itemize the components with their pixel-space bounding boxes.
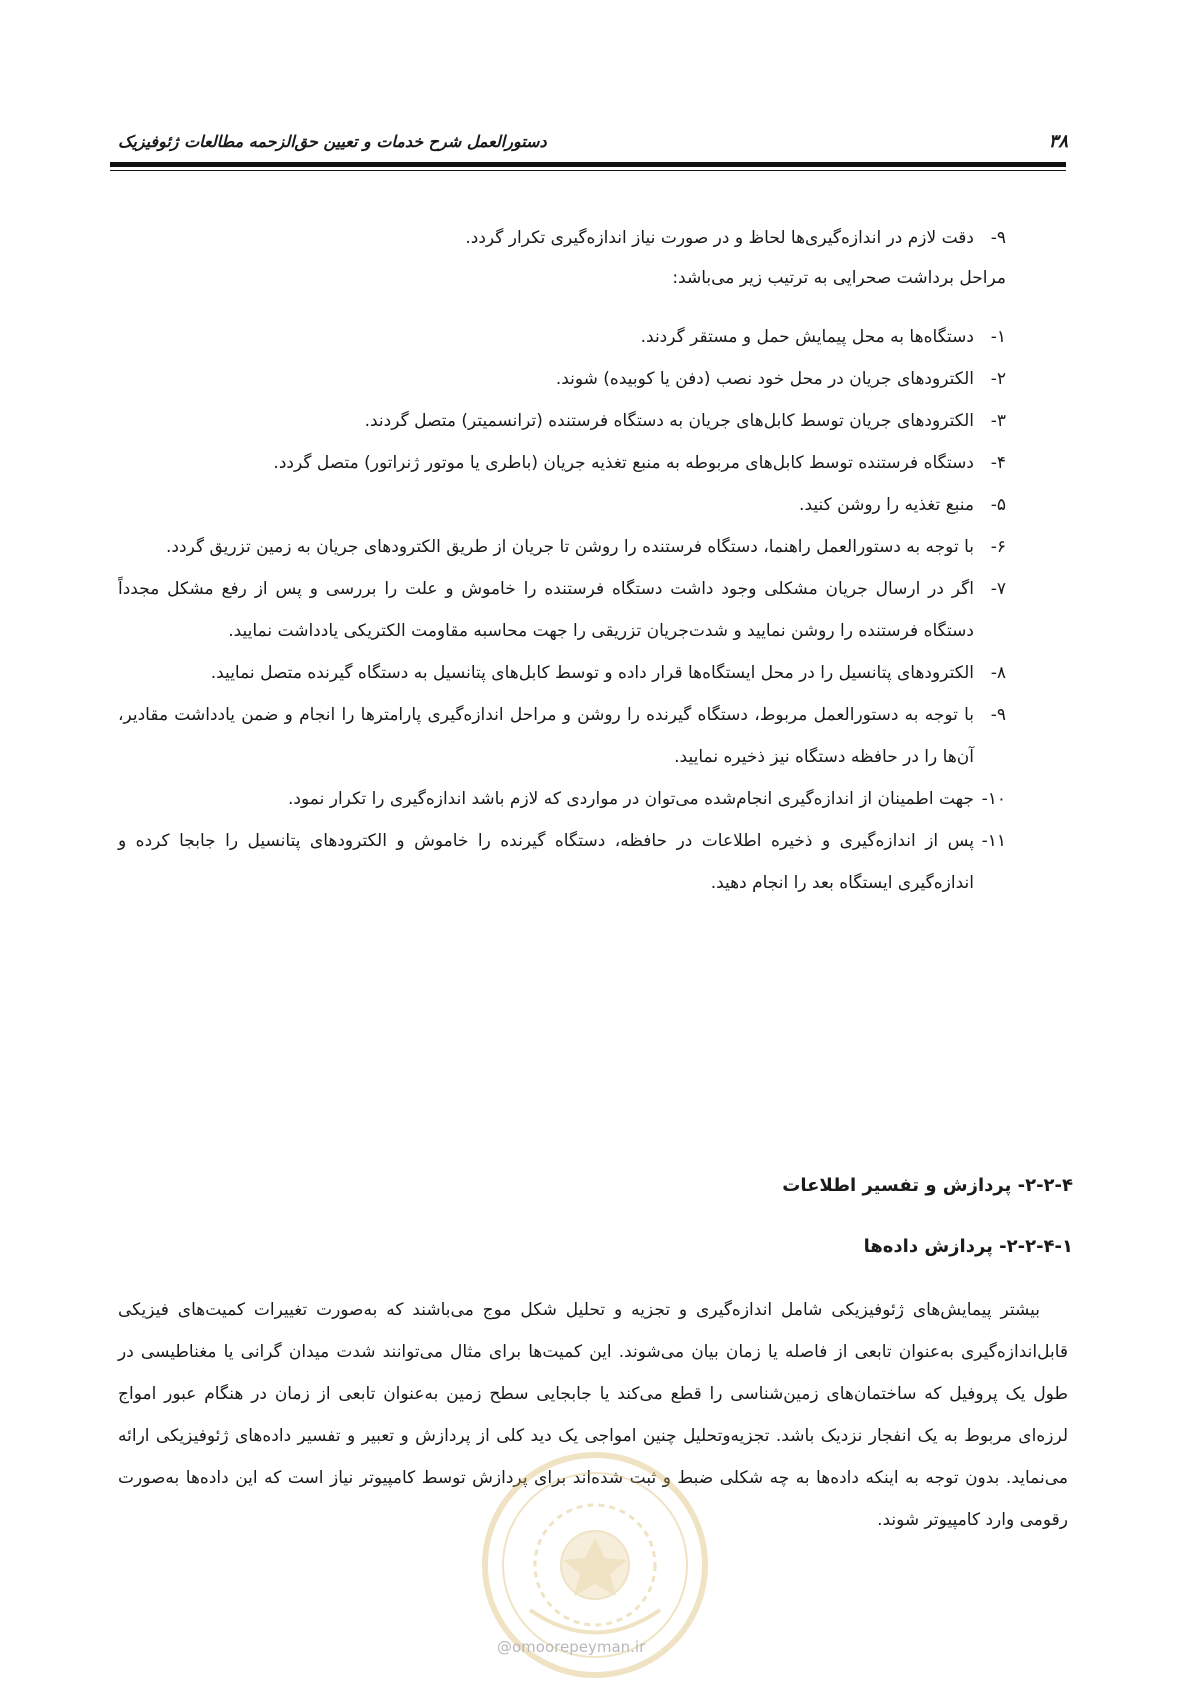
list-item	[118, 568, 1006, 652]
list-item-text: اگر در ارسال جریان مشکلی وجود داشت دستگاه فرستنده را خاموش و علت را بررسی و پس از رفع مشکل مجدداً دستگاه فرستنده را روشن نمایید و شدت‌جریان تزریقی را جهت محاسبه مقاومت الکتریکی یادداشت نمایید.	[118, 579, 974, 641]
list-item	[118, 694, 1006, 778]
list-item	[118, 820, 1006, 904]
list-item	[118, 526, 1006, 568]
list-item-number: ۵-	[990, 495, 1006, 515]
list-item-number: ۱۰-	[981, 789, 1006, 809]
list-item	[118, 652, 1006, 694]
list-item-text: منبع تغذیه را روشن کنید.	[799, 495, 974, 515]
subsection-heading: ۲-۲-۴-۱- پردازش داده‌ها	[863, 1236, 1073, 1257]
header-rule-thick	[110, 162, 1066, 167]
list-item-number: ۸-	[990, 663, 1006, 683]
list-item-number: ۴-	[990, 453, 1006, 473]
field-steps-list	[118, 316, 1006, 904]
list-item-number: ۲-	[990, 369, 1006, 389]
list-item-number: ۶-	[990, 537, 1006, 557]
list-item-number: ۱-	[990, 327, 1006, 347]
list-item-text: پس از اندازه‌گیری و ذخیره اطلاعات در حافظه، دستگاه گیرنده را خاموش و الکترودهای پتانسیل را جابجا کرده و اندازه‌گیری ایستگاه بعد را انجام دهید.	[118, 831, 974, 893]
intro-item-text: دقت لازم در اندازه‌گیری‌ها لحاظ و در صورت نیاز اندازه‌گیری تکرار گردد.	[465, 228, 974, 248]
list-item-text: الکترودهای جریان توسط کابل‌های جریان به دستگاه فرستنده (ترانسمیتر) متصل گردند.	[364, 411, 974, 431]
header-rule-thin	[110, 170, 1066, 171]
running-header	[118, 128, 1068, 154]
watermark-text: omoorepeyman.ir	[512, 1638, 646, 1656]
body-paragraph: بیشتر پیمایش‌های ژئوفیزیکی شامل اندازه‌گیری و تجزیه و تحلیل شکل موج می‌باشند که به‌صورت تغییرات کمیت‌های فیزیکی قابل‌اندازه‌گیری به‌عنوان تابعی از فاصله یا زمان بیان می‌شوند. این کمیت‌ها برای مثال می‌توانند شدت میدان گرانی یا مغناطیسی در طول یک پروفیل که ساختمان‌های زمین‌شناسی را قطع می‌کند یا جابجایی سطح زمین به‌عنوان تابعی از زمان در هنگام عبور امواج لرزه‌ای مربوط به یک انفجار نزدیک باشد. تجزیه‌وتحلیل چنین امواجی یک دید کلی از پردازش و تعبیر و تفسیر داده‌های ژئوفیزیکی ارائه می‌نماید. بدون توجه به اینکه داده‌ها به چه شکلی ضبط و ثبت شده‌اند برای پردازش توسط کامپیوتر نیاز است که این داده‌ها به‌صورت رقومی وارد کامپیوتر شوند.	[118, 1300, 1068, 1530]
list-item-number: ۹-	[990, 705, 1006, 725]
list-item	[118, 400, 1006, 442]
list-item-text: دستگاه‌ها به محل پیمایش حمل و مستقر گردند.	[640, 327, 974, 347]
list-item-number: ۱۱-	[981, 831, 1006, 851]
list-item-number: ۷-	[990, 579, 1006, 599]
list-item-text: الکترودهای پتانسیل را در محل ایستگاه‌ها قرار داده و توسط کابل‌های پتانسیل به دستگاه گیرنده متصل نمایید.	[210, 663, 974, 683]
list-item-number: ۳-	[990, 411, 1006, 431]
list-item	[118, 316, 1006, 358]
header-title: دستورالعمل شرح خدمات و تعیین حق‌الزحمه مطالعات ژئوفیزیک	[118, 131, 547, 151]
list-item	[118, 778, 1006, 820]
list-item-text: جهت اطمینان از اندازه‌گیری انجام‌شده می‌توان در مواردی که لازم باشد اندازه‌گیری را تکرار نمود.	[288, 789, 974, 809]
website-watermark	[497, 1638, 645, 1656]
at-icon: @	[497, 1638, 512, 1656]
steps-lead: مراحل برداشت صحرایی به ترتیب زیر می‌باشد:	[672, 268, 1006, 288]
section-heading: ۲-۲-۴- پردازش و تفسیر اطلاعات	[782, 1175, 1073, 1196]
intro-item-9	[118, 218, 1006, 258]
list-item	[118, 358, 1006, 400]
intro-item-number: ۹-	[990, 228, 1006, 248]
list-item	[118, 484, 1006, 526]
list-item-text: با توجه به دستورالعمل مربوط، دستگاه گیرنده را روشن و مراحل اندازه‌گیری پارامترها را انجام و ضمن یادداشت مقادیر، آن‌ها را در حافظه دستگاه نیز ذخیره نمایید.	[118, 705, 974, 767]
main-content	[118, 218, 1006, 904]
list-item-text: دستگاه فرستنده توسط کابل‌های مربوطه به منبع تغذیه جریان (باطری یا موتور ژنراتور) متصل گردد.	[273, 453, 974, 473]
list-item-text: الکترودهای جریان در محل خود نصب (دفن یا کوبیده) شوند.	[555, 369, 974, 389]
list-item-text: با توجه به دستورالعمل راهنما، دستگاه فرستنده را روشن تا جریان از طریق الکترودهای جریان به زمین تزریق گردد.	[166, 537, 974, 557]
list-item	[118, 442, 1006, 484]
page-number: ۳۸	[1048, 130, 1068, 152]
